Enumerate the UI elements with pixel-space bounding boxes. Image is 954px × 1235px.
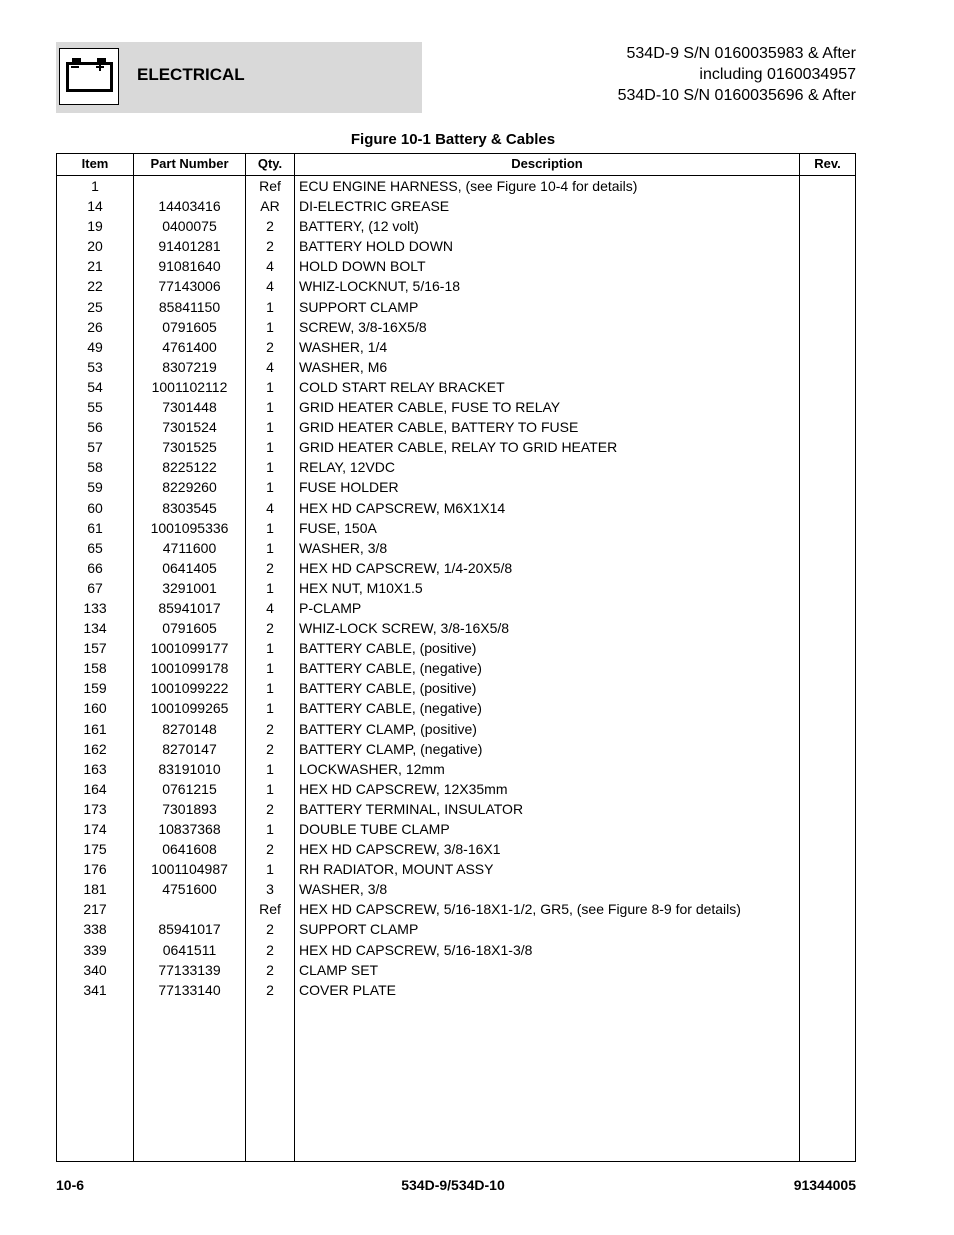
description: HEX HD CAPSCREW, 3/8-16X1 (299, 841, 501, 858)
item-number: 21 (87, 258, 103, 275)
quantity: 2 (266, 800, 274, 817)
quantity: 1 (266, 539, 274, 556)
table-row (57, 216, 855, 236)
table-row (57, 176, 855, 196)
description: HEX HD CAPSCREW, 5/16-18X1-1/2, GR5, (see Figure 8-9 for details) (299, 901, 741, 918)
quantity: 1 (266, 780, 274, 797)
part-number: 7301525 (162, 439, 217, 456)
table-row (57, 417, 855, 437)
item-number: 160 (83, 700, 107, 717)
item-number: 59 (87, 479, 103, 496)
description: BATTERY CABLE, (positive) (299, 680, 477, 697)
description: GRID HEATER CABLE, BATTERY TO FUSE (299, 419, 579, 436)
header-part-number: Part Number (150, 156, 229, 171)
header-qty: Qty. (257, 156, 283, 171)
quantity: 1 (266, 700, 274, 717)
plus-icon-vertical (99, 63, 101, 71)
part-number: 3291001 (162, 579, 217, 596)
description: GRID HEATER CABLE, RELAY TO GRID HEATER (299, 439, 618, 456)
part-number: 0400075 (162, 218, 217, 235)
part-number: 7301524 (162, 419, 217, 436)
part-number: 0641511 (162, 941, 217, 958)
description: WASHER, 3/8 (299, 881, 388, 898)
description: BATTERY, (12 volt) (299, 218, 419, 235)
table-row (57, 538, 855, 558)
table-row (57, 498, 855, 518)
item-number: 60 (87, 499, 103, 516)
part-number: 4761400 (162, 338, 217, 355)
part-number: 77143006 (158, 278, 221, 295)
part-number: 8270147 (162, 740, 217, 757)
part-number: 0791605 (162, 318, 217, 335)
quantity: 2 (266, 961, 274, 978)
quantity: 1 (266, 760, 274, 777)
parts-table (56, 153, 856, 1162)
item-number: 174 (83, 821, 107, 837)
description: BATTERY CABLE, (negative) (299, 700, 482, 717)
description: BATTERY HOLD DOWN (299, 238, 454, 255)
item-number: 26 (87, 318, 103, 335)
quantity: 1 (266, 419, 274, 436)
table-row (57, 899, 855, 919)
quantity: 2 (266, 559, 274, 576)
description: WHIZ-LOCK SCREW, 3/8-16X5/8 (299, 620, 510, 637)
description: RH RADIATOR, MOUNT ASSY (299, 861, 494, 878)
table-row (57, 276, 855, 296)
description: WHIZ-LOCKNUT, 5/16-18 (299, 278, 461, 295)
description: FUSE, 150A (299, 519, 377, 536)
quantity: 3 (266, 881, 274, 898)
description: COVER PLATE (299, 981, 396, 998)
quantity: Ref (259, 178, 281, 194)
quantity: 1 (266, 459, 274, 476)
description: SCREW, 3/8-16X5/8 (299, 318, 427, 335)
manual-number: 91344005 (793, 1177, 856, 1193)
item-number: 134 (83, 620, 107, 637)
item-number: 338 (83, 921, 107, 938)
quantity: 4 (266, 499, 274, 516)
quantity: 2 (266, 740, 274, 757)
item-number: 67 (87, 579, 103, 596)
description: BATTERY CLAMP, (positive) (299, 720, 477, 737)
table-row (57, 457, 855, 477)
battery-terminal-left (72, 58, 81, 62)
quantity: 4 (266, 278, 274, 295)
quantity: 2 (266, 981, 274, 998)
description: P-CLAMP (299, 599, 362, 616)
description: DOUBLE TUBE CLAMP (299, 821, 450, 837)
quantity: 1 (266, 318, 274, 335)
description: FUSE HOLDER (299, 479, 399, 496)
page-number: 10-6 (56, 1177, 85, 1193)
item-number: 53 (87, 358, 103, 375)
table-row (57, 658, 855, 678)
table-row (57, 980, 855, 1000)
table-row (57, 236, 855, 256)
minus-icon (71, 66, 79, 68)
part-number: 8229260 (162, 479, 217, 496)
quantity: Ref (259, 901, 281, 918)
section-header-band (56, 42, 422, 113)
quantity: 1 (266, 298, 274, 315)
table-row (57, 638, 855, 658)
item-number: 55 (87, 399, 103, 416)
part-number: 1001099178 (150, 660, 229, 677)
table-row (57, 919, 855, 939)
battery-terminal-right (97, 58, 106, 62)
item-number: 65 (87, 539, 103, 556)
part-number: 14403416 (158, 198, 221, 215)
table-row (57, 377, 855, 397)
part-number: 0641405 (162, 559, 217, 576)
description: COLD START RELAY BRACKET (299, 378, 505, 395)
table-row (57, 578, 855, 598)
table-row (57, 879, 855, 899)
part-number: 8270148 (162, 720, 217, 737)
description: WASHER, M6 (299, 358, 388, 375)
table-row (57, 437, 855, 457)
part-number: 85941017 (158, 599, 221, 616)
part-number: 7301893 (162, 800, 217, 817)
figure-title: Figure 10-1 Battery & Cables (350, 131, 556, 148)
part-number: 8307219 (162, 358, 217, 375)
table-row (57, 397, 855, 417)
part-number: 1001099222 (150, 680, 229, 697)
description: HEX HD CAPSCREW, M6X1X14 (299, 499, 506, 516)
part-number: 1001099265 (150, 700, 229, 717)
table-row (57, 317, 855, 337)
table-row (57, 477, 855, 497)
table-row (57, 256, 855, 276)
quantity: 2 (266, 941, 274, 958)
quantity: AR (260, 198, 280, 215)
quantity: 2 (266, 841, 274, 858)
item-number: 159 (83, 680, 107, 697)
description: CLAMP SET (299, 961, 379, 978)
part-number: 0641608 (162, 841, 217, 858)
quantity: 1 (266, 821, 274, 837)
item-number: 173 (83, 800, 107, 817)
table-row (57, 779, 855, 799)
table-row (57, 518, 855, 538)
description: HEX HD CAPSCREW, 5/16-18X1-3/8 (299, 941, 533, 958)
description: SUPPORT CLAMP (299, 298, 419, 315)
item-number: 158 (83, 660, 107, 677)
item-number: 14 (87, 198, 103, 215)
quantity: 1 (266, 399, 274, 416)
item-number: 157 (83, 640, 107, 657)
item-number: 339 (83, 941, 107, 958)
header-description: Description (511, 156, 583, 171)
item-number: 61 (87, 519, 103, 536)
quantity: 2 (266, 218, 274, 235)
description: BATTERY CABLE, (positive) (299, 640, 477, 657)
quantity: 4 (266, 599, 274, 616)
item-number: 1 (91, 178, 99, 194)
quantity: 2 (266, 620, 274, 637)
quantity: 1 (266, 660, 274, 677)
part-number: 1001099177 (150, 640, 229, 657)
item-number: 161 (83, 720, 107, 737)
table-row (57, 859, 855, 879)
table-row (57, 678, 855, 698)
table-row (57, 698, 855, 718)
item-number: 340 (83, 961, 107, 978)
item-number: 58 (87, 459, 103, 476)
quantity: 1 (266, 479, 274, 496)
quantity: 1 (266, 680, 274, 697)
table-row (57, 799, 855, 819)
description: HEX NUT, M10X1.5 (299, 579, 423, 596)
item-number: 341 (83, 981, 107, 998)
description: HEX HD CAPSCREW, 12X35mm (299, 780, 508, 797)
item-number: 217 (83, 901, 107, 918)
table-row (57, 337, 855, 357)
table-row (57, 839, 855, 859)
description: LOCKWASHER, 12mm (299, 760, 445, 777)
quantity: 1 (266, 439, 274, 456)
part-number: 4751600 (162, 881, 217, 898)
table-row (57, 739, 855, 759)
description: SUPPORT CLAMP (299, 921, 419, 938)
part-number: 4711600 (162, 539, 217, 556)
quantity: 1 (266, 861, 274, 878)
quantity: 1 (266, 378, 274, 395)
part-number: 83191010 (158, 760, 221, 777)
serial-line: 534D-10 S/N 0160035696 & After (617, 87, 856, 104)
description: WASHER, 1/4 (299, 338, 388, 355)
item-number: 163 (83, 760, 107, 777)
quantity: 1 (266, 640, 274, 657)
part-number: 1001095336 (150, 519, 229, 536)
quantity: 2 (266, 921, 274, 938)
quantity: 2 (266, 720, 274, 737)
part-number: 0761215 (162, 780, 217, 797)
description: DI-ELECTRIC GREASE (299, 198, 450, 215)
item-number: 25 (87, 298, 103, 315)
description: BATTERY CABLE, (negative) (299, 660, 482, 677)
item-number: 19 (87, 218, 103, 235)
description: BATTERY TERMINAL, INSULATOR (299, 800, 524, 817)
part-number: 8225122 (162, 459, 217, 476)
table-row (57, 598, 855, 618)
quantity: 4 (266, 258, 274, 275)
description: BATTERY CLAMP, (negative) (299, 740, 483, 757)
table-row (57, 196, 855, 216)
description: HOLD DOWN BOLT (299, 258, 426, 275)
table-row (57, 558, 855, 578)
item-number: 54 (87, 378, 103, 395)
table-row (57, 357, 855, 377)
quantity: 4 (266, 358, 274, 375)
quantity: 2 (266, 238, 274, 255)
item-number: 20 (87, 238, 103, 255)
table-row (57, 819, 855, 839)
item-number: 133 (83, 599, 107, 616)
part-number: 7301448 (162, 399, 217, 416)
part-number: 1001104987 (151, 861, 228, 878)
table-row (57, 759, 855, 779)
description: WASHER, 3/8 (299, 539, 388, 556)
item-number: 162 (83, 740, 107, 757)
table-row (57, 960, 855, 980)
part-number: 1001102112 (151, 378, 228, 395)
table-row (57, 940, 855, 960)
item-number: 66 (87, 559, 103, 576)
table-body (57, 176, 855, 1000)
part-number: 77133140 (158, 981, 221, 998)
section-title: ELECTRICAL (137, 65, 245, 84)
item-number: 56 (87, 419, 103, 436)
electrical-icon-box (59, 48, 119, 105)
table-row (57, 618, 855, 638)
part-number: 91081640 (158, 258, 221, 275)
description: GRID HEATER CABLE, FUSE TO RELAY (299, 399, 561, 416)
description: ECU ENGINE HARNESS, (see Figure 10-4 for details) (299, 178, 638, 194)
part-number: 8303545 (162, 499, 217, 516)
item-number: 49 (87, 338, 103, 355)
serial-line: 534D-9 S/N 0160035983 & After (626, 45, 856, 62)
item-number: 176 (83, 861, 107, 878)
model-name: 534D-9/534D-10 (401, 1177, 505, 1193)
serial-range (618, 43, 856, 106)
quantity: 2 (266, 338, 274, 355)
item-number: 57 (87, 439, 103, 456)
item-number: 181 (83, 881, 107, 898)
serial-line: including 0160034957 (699, 66, 856, 83)
part-number: 0791605 (162, 620, 217, 637)
item-number: 175 (83, 841, 107, 858)
item-number: 164 (83, 780, 107, 797)
header-item: Item (81, 156, 109, 171)
part-number: 91401281 (158, 238, 221, 255)
quantity: 1 (266, 519, 274, 536)
header-rev: Rev. (814, 156, 841, 171)
table-row (57, 297, 855, 317)
part-number: 85841150 (158, 298, 221, 315)
quantity: 1 (266, 579, 274, 596)
part-number: 85941017 (158, 921, 221, 938)
item-number: 22 (87, 278, 103, 295)
description: RELAY, 12VDC (299, 459, 395, 476)
description: HEX HD CAPSCREW, 1/4-20X5/8 (299, 559, 513, 576)
part-number: 77133139 (158, 961, 221, 978)
table-row (57, 719, 855, 739)
part-number: 10837368 (158, 821, 221, 837)
